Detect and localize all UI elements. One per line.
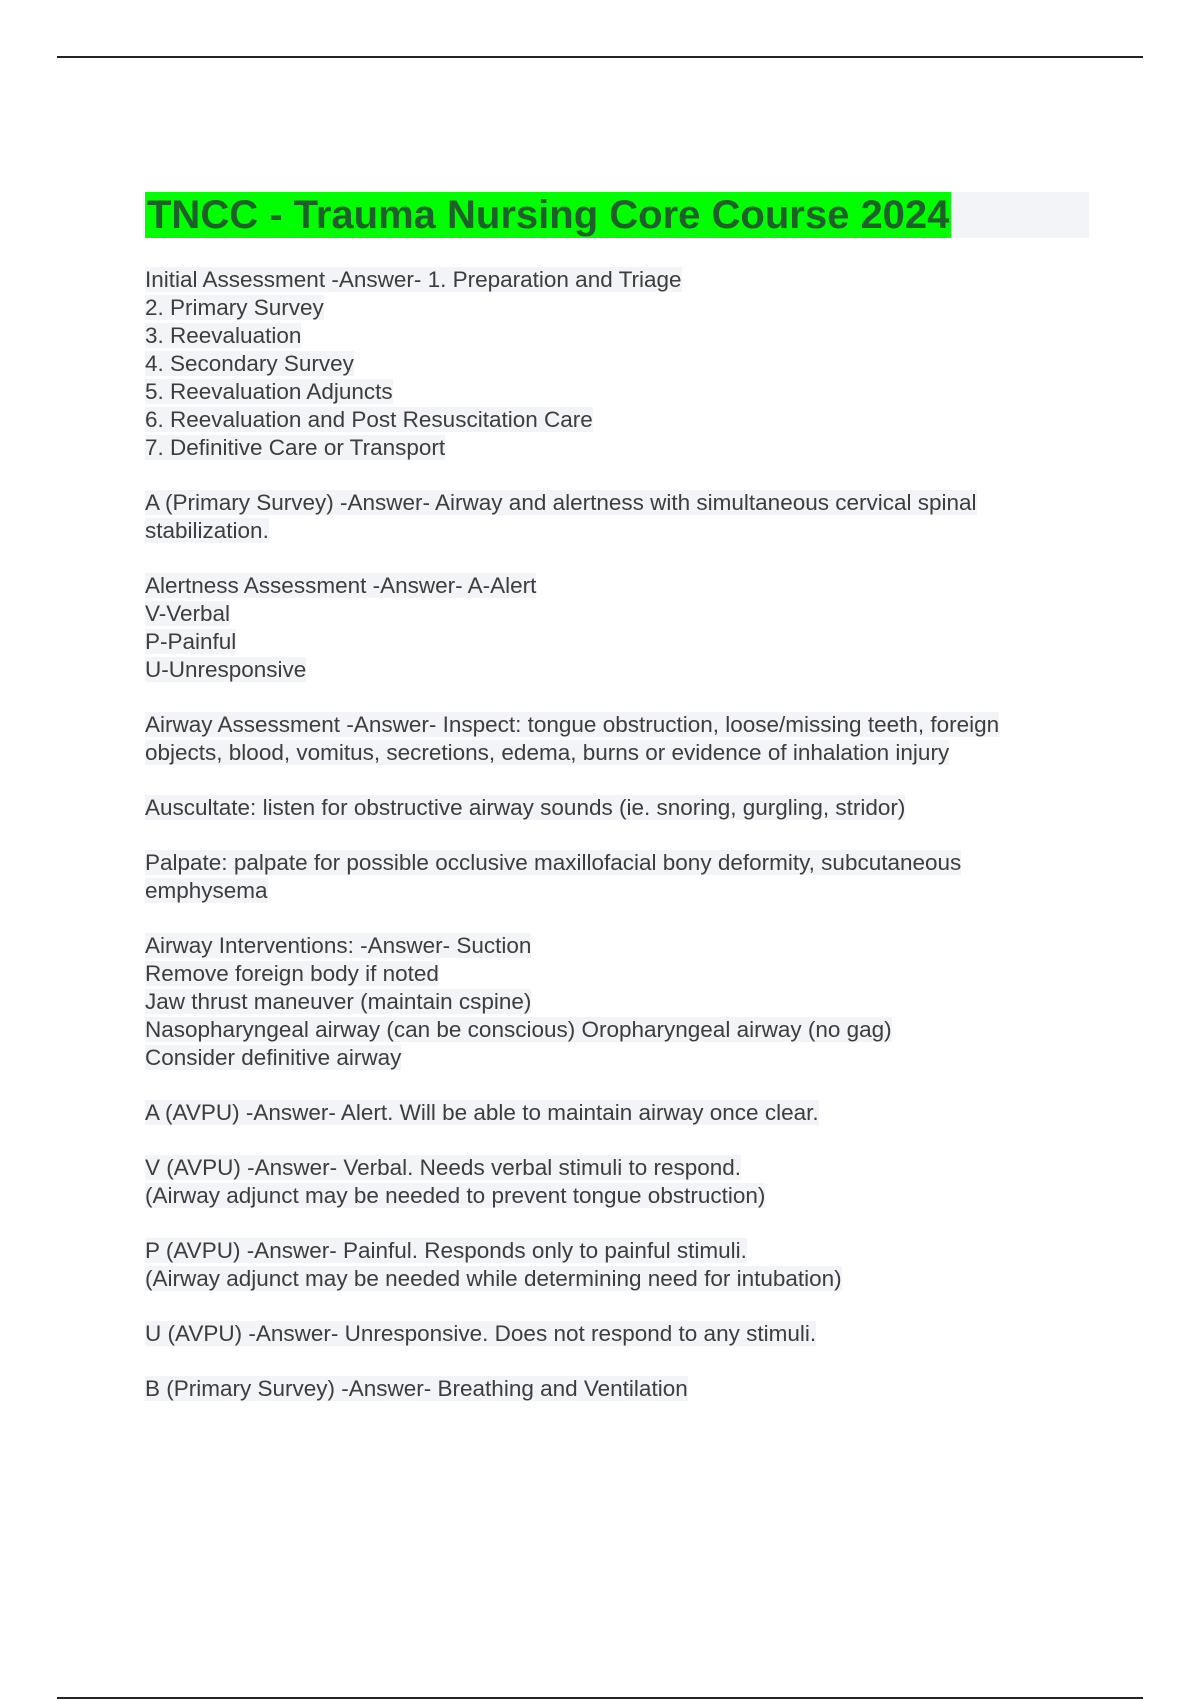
- entry-line-text: 7. Definitive Care or Transport: [145, 435, 446, 460]
- page-top-rule: [57, 56, 1143, 58]
- entry-line-text: 5. Reevaluation Adjuncts: [145, 379, 393, 404]
- entry-line: [145, 434, 1095, 462]
- entry-line: [145, 932, 1095, 960]
- entry-line: [145, 294, 1095, 322]
- document-title: TNCC - Trauma Nursing Core Course 2024: [147, 193, 950, 237]
- entry-line-text: (Airway adjunct may be needed to prevent tongue obstruction): [145, 1183, 766, 1208]
- entry-line-text: Airway Interventions: -Answer- Suction: [145, 933, 532, 958]
- entry-line-text: P-Painful: [145, 629, 237, 654]
- entry-line-text: Consider definitive airway: [145, 1045, 402, 1070]
- qa-entry: [145, 1320, 1095, 1348]
- entry-line: [145, 628, 1095, 656]
- qa-entry: [145, 1375, 1095, 1403]
- document-body: [145, 266, 1095, 1430]
- entry-line-text: 3. Reevaluation: [145, 323, 302, 348]
- entry-line: [145, 322, 1095, 350]
- entry-line-text: P (AVPU) -Answer- Painful. Responds only to painful stimuli.: [145, 1238, 747, 1263]
- entry-line-text: (Airway adjunct may be needed while determining need for intubation): [145, 1266, 842, 1291]
- entry-line: [145, 960, 1095, 988]
- entry-line-text: Alertness Assessment -Answer- A-Alert: [145, 573, 537, 598]
- entry-line: [145, 1237, 1095, 1265]
- entry-line: [145, 739, 1095, 767]
- entry-line: [145, 849, 1095, 877]
- entry-line: [145, 266, 1095, 294]
- entry-line-text: Palpate: palpate for possible occlusive maxillofacial bony deformity, subcutaneous: [145, 850, 962, 875]
- entry-line-text: Jaw thrust maneuver (maintain cspine): [145, 989, 532, 1014]
- entry-line: [145, 656, 1095, 684]
- entry-line-text: U (AVPU) -Answer- Unresponsive. Does not respond to any stimuli.: [145, 1321, 817, 1346]
- entry-line-text: A (AVPU) -Answer- Alert. Will be able to maintain airway once clear.: [145, 1100, 819, 1125]
- entry-line-text: U-Unresponsive: [145, 657, 307, 682]
- entry-line: [145, 794, 1095, 822]
- entry-line: [145, 1375, 1095, 1403]
- qa-entry: [145, 489, 1095, 545]
- qa-entry: [145, 266, 1095, 462]
- entry-line: [145, 600, 1095, 628]
- entry-line: [145, 378, 1095, 406]
- entry-line: [145, 1265, 1095, 1293]
- entry-line-text: 4. Secondary Survey: [145, 351, 354, 376]
- entry-line-text: emphysema: [145, 878, 268, 903]
- entry-line: [145, 517, 1095, 545]
- qa-entry: [145, 1154, 1095, 1210]
- entry-line: [145, 572, 1095, 600]
- entry-line: [145, 406, 1095, 434]
- qa-entry: [145, 849, 1095, 905]
- entry-line: [145, 877, 1095, 905]
- entry-line: [145, 489, 1095, 517]
- entry-line-text: 2. Primary Survey: [145, 295, 324, 320]
- entry-line: [145, 711, 1095, 739]
- entry-line-text: Nasopharyngeal airway (can be conscious) Oropharyngeal airway (no gag): [145, 1017, 892, 1042]
- entry-line: [145, 1182, 1095, 1210]
- page-bottom-rule: [57, 1697, 1143, 1699]
- qa-entry: [145, 932, 1095, 1072]
- entry-line-text: Airway Assessment -Answer- Inspect: tongue obstruction, loose/missing teeth, foreign: [145, 712, 1000, 737]
- entry-line: [145, 1154, 1095, 1182]
- entry-line: [145, 1099, 1095, 1127]
- entry-line-text: stabilization.: [145, 518, 269, 543]
- entry-line: [145, 350, 1095, 378]
- entry-line-text: 6. Reevaluation and Post Resuscitation Care: [145, 407, 593, 432]
- entry-line-text: V (AVPU) -Answer- Verbal. Needs verbal stimuli to respond.: [145, 1155, 742, 1180]
- entry-line: [145, 1320, 1095, 1348]
- qa-entry: [145, 711, 1095, 767]
- entry-line-text: V-Verbal: [145, 601, 231, 626]
- entry-line-text: objects, blood, vomitus, secretions, edema, burns or evidence of inhalation injury: [145, 740, 950, 765]
- entry-line-text: Initial Assessment -Answer- 1. Preparation and Triage: [145, 267, 682, 292]
- entry-line-text: A (Primary Survey) -Answer- Airway and alertness with simultaneous cervical spinal: [145, 490, 977, 515]
- entry-line: [145, 1044, 1095, 1072]
- entry-line: [145, 988, 1095, 1016]
- qa-entry: [145, 1099, 1095, 1127]
- qa-entry: [145, 1237, 1095, 1293]
- entry-line: [145, 1016, 1095, 1044]
- qa-entry: [145, 794, 1095, 822]
- entry-line-text: Remove foreign body if noted: [145, 961, 439, 986]
- entry-line-text: Auscultate: listen for obstructive airway sounds (ie. snoring, gurgling, stridor): [145, 795, 906, 820]
- qa-entry: [145, 572, 1095, 684]
- entry-line-text: B (Primary Survey) -Answer- Breathing and Ventilation: [145, 1376, 688, 1401]
